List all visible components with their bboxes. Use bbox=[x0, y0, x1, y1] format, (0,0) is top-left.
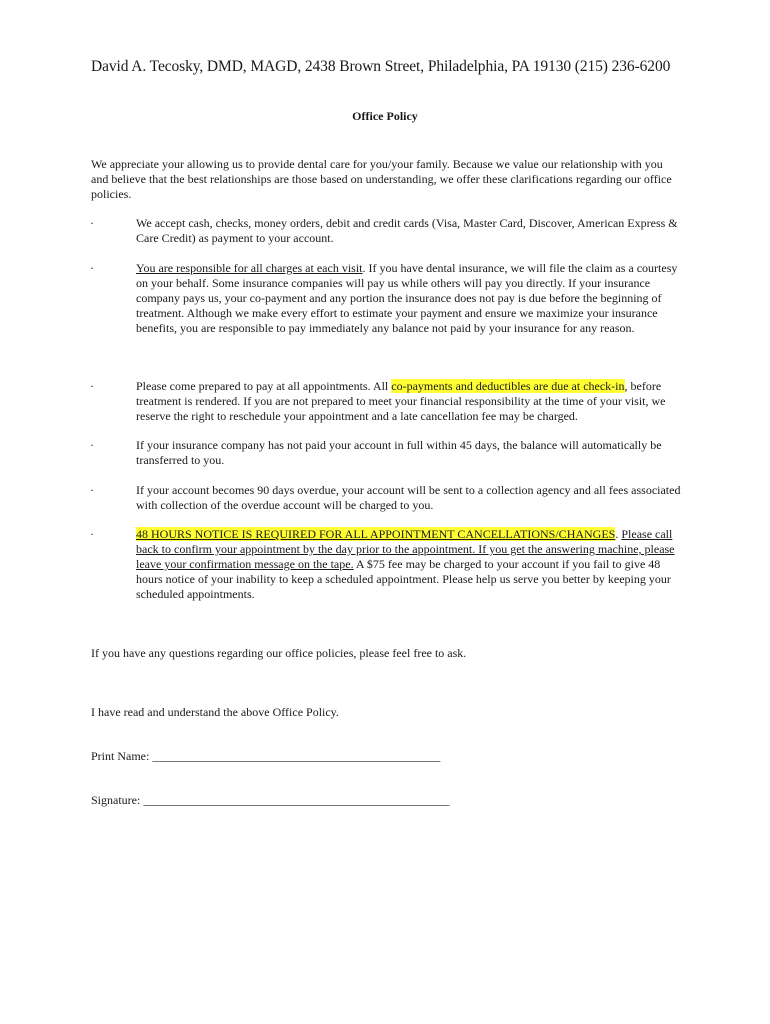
payment-due-text-rest: , before treatment is rendered. If you are not prepared to meet your financial responsibility at the time of your visit, we reserve the right to reschedule your appointment and a late cancellation fee may be charged. bbox=[136, 379, 666, 423]
cancellation-item bbox=[136, 527, 681, 602]
bullet-marker: · bbox=[90, 527, 94, 541]
practice-header: David A. Tecosky, DMD, MAGD, 2438 Brown Street, Philadelphia, PA 19130 (215) 236-6200 bbox=[91, 58, 671, 75]
copay-highlight: co-payments and deductibles are due at check-in bbox=[391, 379, 625, 393]
insurance-45-days-item: If your insurance company has not paid your account in full within 45 days, the balance will automatically be transferred to you. bbox=[136, 438, 662, 467]
questions-line: If you have any questions regarding our office policies, please feel free to ask. bbox=[91, 646, 467, 660]
responsibility-underlined-text: You are responsible for all charges at each visit bbox=[136, 261, 363, 275]
bullet-marker: · bbox=[90, 379, 94, 393]
cancellation-notice-highlight: 48 HOURS NOTICE IS REQUIRED FOR ALL APPOINTMENT CANCELLATIONS/CHANGES bbox=[136, 527, 616, 541]
print-name-field[interactable]: Print Name: ________________________________________________ bbox=[91, 749, 441, 763]
document-title: Office Policy bbox=[352, 109, 418, 123]
bullet-marker: · bbox=[90, 438, 94, 452]
acknowledgement-line: I have read and understand the above Office Policy. bbox=[91, 705, 339, 719]
intro-paragraph: We appreciate your allowing us to provide dental care for you/your family. Because we value our relationship with you and believe that the best relationships are those based on understanding, we offer these clarifications regarding our office policies. bbox=[91, 157, 672, 201]
bullet-marker: · bbox=[90, 216, 94, 230]
signature-field[interactable]: Signature: ___________________________________________________ bbox=[91, 793, 450, 807]
responsibility-item bbox=[136, 261, 681, 336]
payment-methods-item: We accept cash, checks, money orders, debit and credit cards (Visa, Master Card, Discover, American Express & Care Credit) as payment to your account. bbox=[136, 216, 678, 245]
cancellation-period: . bbox=[615, 527, 619, 541]
confirmation-underlined-text: Please call back to confirm your appointment by the day prior to the appointment. If you get the answering machine, please leave your confirmation message on the tape. bbox=[136, 527, 675, 571]
overdue-collection-item: If your account becomes 90 days overdue, your account will be sent to a collection agency and all fees associated with collection of the overdue account will be charged to you. bbox=[136, 483, 681, 512]
bullet-marker: · bbox=[90, 483, 94, 497]
bullet-marker: · bbox=[90, 261, 94, 275]
payment-due-item bbox=[136, 379, 681, 424]
cancellation-fee-text: A $75 fee may be charged to your account if you fail to give 48 hours notice of your inability to keep a scheduled appointment. Please help us serve you better by keeping your scheduled appointments. bbox=[136, 557, 671, 601]
payment-due-text-start: Please come prepared to pay at all appointments. All bbox=[136, 379, 392, 393]
responsibility-text: . If you have dental insurance, we will file the claim as a courtesy on your behalf. Some insurance companies will pay us while others will pay you directly. If your insurance company pays us, your co-payment and any portion the insurance does not pay is due before the beginning of treatment. Although we make every effort to estimate your payment and ensure we maximize your insurance benefits, you are responsible to pay immediately any balance not paid by your insurance for any reason. bbox=[136, 261, 678, 335]
